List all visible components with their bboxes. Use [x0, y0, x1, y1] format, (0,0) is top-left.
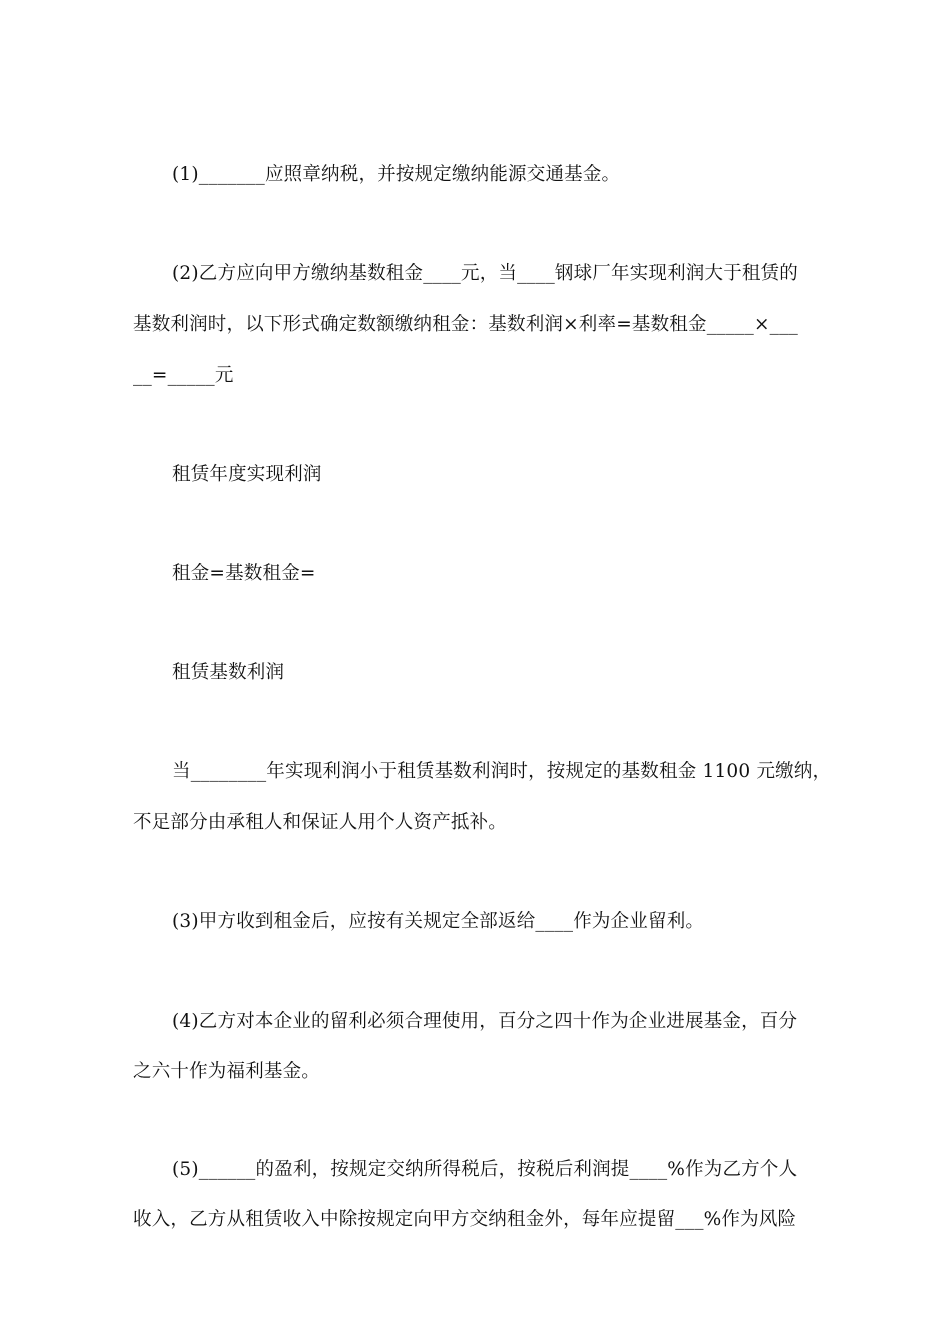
paragraph-1-line-1: (1)_______应照章纳税，并按规定缴纳能源交通基金。	[172, 164, 621, 185]
paragraph-5-line-1: 租赁基数利润	[172, 662, 285, 683]
paragraph-3-line-1: 租赁年度实现利润	[172, 464, 322, 485]
paragraph-2-line-2: 基数利润时，以下形式确定数额缴纳租金：基数利润×利率=基数租金_____×___	[133, 314, 799, 335]
paragraph-6-line-2: 不足部分由承租人和保证人用个人资产抵补。	[133, 812, 508, 833]
paragraph-4-line-1: 租金=基数租金=	[172, 563, 316, 584]
paragraph-8-line-1: (4)乙方对本企业的留利必须合理使用，百分之四十作为企业进展基金，百分	[172, 1011, 798, 1032]
paragraph-2-line-3: __=_____元	[133, 365, 234, 386]
paragraph-2-line-1: (2)乙方应向甲方缴纳基数租金____元，当____钢球厂年实现利润大于租赁的	[172, 263, 799, 284]
paragraph-9-line-2: 收入，乙方从租赁收入中除按规定向甲方交纳租金外，每年应提留___%作为风险	[133, 1209, 797, 1230]
paragraph-8-line-2: 之六十作为福利基金。	[133, 1061, 321, 1082]
paragraph-6-line-1: 当________年实现利润小于租赁基数利润时，按规定的基数租金 1100 元缴纳，	[172, 761, 832, 782]
paragraph-9-line-1: (5)______的盈利，按规定交纳所得税后，按税后利润提____%作为乙方个人	[172, 1159, 798, 1180]
paragraph-7-line-1: (3)甲方收到租金后，应按有关规定全部返给____作为企业留利。	[172, 911, 705, 932]
